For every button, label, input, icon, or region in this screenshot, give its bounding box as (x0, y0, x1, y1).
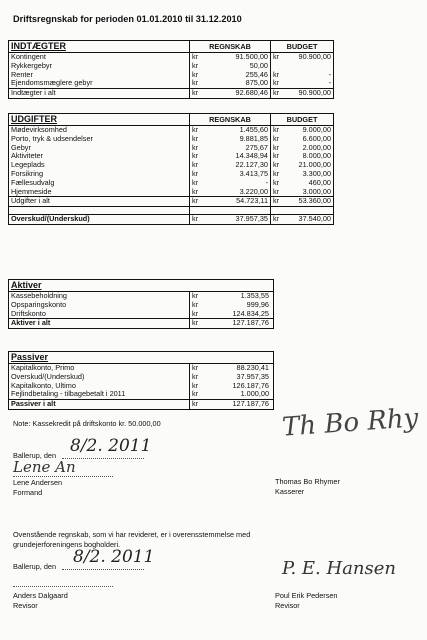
row-label: Kassebeholdning (9, 292, 190, 301)
budget-value: - (328, 70, 331, 79)
assets-header: Aktiver (11, 280, 42, 290)
regnskab-value: 275,67 (204, 144, 271, 153)
assets-table (8, 279, 274, 329)
currency-label: kr (192, 53, 199, 61)
table-row (9, 364, 273, 373)
currency-label: kr (273, 53, 280, 61)
budget-value: 90.900,00 (298, 53, 331, 61)
row-label: Mødevirksomhed (9, 126, 190, 135)
liability-value: 88.230,41 (236, 364, 269, 372)
table-row (9, 144, 333, 153)
handwritten-date-1: 8/2. 2011 (70, 436, 152, 456)
formand-role: Formand (13, 488, 43, 497)
table-row (9, 135, 333, 144)
row-label: Kapitalkonto, Primo (9, 364, 190, 373)
table-row (9, 292, 273, 301)
budget-value: 21.000,00 (298, 161, 331, 170)
budget-total: 53.360,00 (298, 197, 331, 206)
revisor-2-name: Poul Erik Pedersen (275, 591, 338, 600)
row-label: Driftskonto (9, 310, 190, 319)
revisor-1-role: Revisor (13, 601, 38, 610)
budget-value: - (328, 79, 331, 88)
budget-value: 6.600,00 (302, 134, 331, 143)
currency-label: kr (192, 381, 199, 390)
total-row (9, 196, 333, 206)
asset-value: 999,96 (246, 300, 269, 309)
total-row (9, 318, 273, 328)
regnskab-result: 37.957,35 (204, 215, 271, 224)
empty-cell (190, 207, 204, 214)
currency-label: kr (273, 70, 280, 79)
currency-label: kr (192, 79, 199, 88)
empty-cell (204, 207, 271, 214)
row-label: Porto, tryk & udsendelser (9, 135, 190, 144)
liability-total: 127.187,76 (232, 400, 269, 409)
row-label: Indtægter i alt (9, 89, 190, 98)
currency-label: kr (273, 79, 280, 88)
liability-value: 1.000,00 (240, 390, 269, 399)
currency-label: kr (273, 197, 280, 206)
footnote: Note: Kassekredit på driftskonto kr. 50.000,00 (13, 419, 161, 428)
signature-kasserer: Th Bo Rhy (281, 403, 420, 443)
budget-value: 2.000,00 (302, 143, 331, 152)
liability-value: 126.187,76 (232, 381, 269, 390)
income-header-row (9, 41, 333, 53)
regnskab-value: 3.413,75 (204, 170, 271, 179)
table-row (9, 179, 333, 188)
row-label: Overskud/(Underskud) (9, 373, 190, 382)
currency-label: kr (192, 364, 199, 372)
budget-result: 37.540,00 (298, 215, 331, 224)
regnskab-value: 9.881,85 (204, 135, 271, 144)
currency-label: kr (192, 178, 199, 187)
currency-label: kr (192, 134, 199, 143)
assets-header-row (9, 280, 273, 292)
budget-value: 460,00 (308, 178, 331, 187)
regnskab-total: 54.723,11 (204, 197, 271, 206)
liabilities-header-row (9, 352, 273, 364)
currency-label: kr (192, 319, 199, 328)
currency-label: kr (192, 70, 199, 79)
row-label: Udgifter i alt (9, 197, 190, 206)
budget-value: 3.000,00 (302, 187, 331, 196)
table-row (9, 373, 273, 382)
table-row (9, 390, 273, 399)
total-row (9, 88, 333, 98)
expenses-header-row (9, 114, 333, 126)
currency-label: kr (192, 187, 199, 196)
currency-label: kr (192, 400, 199, 409)
asset-value: 1.353,55 (240, 292, 269, 300)
regnskab-value: 91.500,00 (204, 53, 271, 62)
table-row (9, 126, 333, 135)
regnskab-value: 255,46 (204, 71, 271, 80)
budget-total: 90.900,00 (298, 89, 331, 98)
row-label: Kontingent (9, 53, 190, 62)
place-date-2: Ballerup, den (13, 562, 57, 571)
signature-revisor-2: P. E. Hansen (282, 558, 396, 579)
liability-value: 37.957,35 (236, 372, 269, 381)
regnskab-value: 50,00 (204, 62, 271, 71)
row-label: Gebyr (9, 144, 190, 153)
table-row (9, 53, 333, 62)
income-col-budget: BUDGET (286, 42, 318, 51)
currency-label: kr (192, 152, 199, 161)
row-label: Rykkergebyr (9, 62, 190, 71)
currency-label: kr (192, 61, 199, 70)
revisor-2-role: Revisor (275, 601, 300, 610)
asset-value: 124.834,25 (232, 309, 269, 318)
budget-value: 8.000,00 (302, 152, 331, 161)
spacer-row (9, 206, 333, 214)
row-label: Overskud/(Underskud) (9, 215, 190, 224)
handwritten-date-2: 8/2. 2011 (73, 547, 155, 567)
currency-label: kr (273, 126, 280, 134)
result-row (9, 214, 333, 224)
income-header: INDTÆGTER (9, 41, 190, 52)
row-label: Legeplads (9, 161, 190, 170)
currency-label: kr (192, 197, 199, 206)
budget-value (285, 62, 333, 71)
currency-label: kr (273, 161, 280, 170)
empty-cell (271, 207, 285, 214)
budget-value: 9.000,00 (302, 126, 331, 134)
regnskab-value: 3.220,00 (204, 188, 271, 197)
currency-label: kr (192, 161, 199, 170)
formand-name: Lene Andersen (13, 478, 63, 487)
currency-label: kr (192, 390, 199, 399)
table-row (9, 71, 333, 80)
currency-label: kr (273, 187, 280, 196)
row-label: Passiver i alt (9, 400, 190, 409)
income-col-regnskab: REGNSKAB (190, 41, 271, 52)
revisor-1-name: Anders Dalgaard (13, 591, 68, 600)
row-label: Aktiver i alt (9, 319, 190, 328)
row-label: Renter (9, 71, 190, 80)
row-label: Fællesudvalg (9, 179, 190, 188)
expenses-table (8, 113, 334, 225)
row-label: Fejlindbetaling - tilbagebetalt i 2011 (9, 390, 190, 399)
audit-statement: Ovenstående regnskab, som vi har revideret, er i overensstemmelse med grundejerforeningens bogholderi. (13, 530, 251, 549)
regnskab-value: 22.127,30 (204, 161, 271, 170)
signature-line-revisor-1 (13, 586, 113, 587)
table-row (9, 79, 333, 88)
regnskab-value: 875,00 (204, 79, 271, 88)
kasserer-role: Kasserer (275, 487, 305, 496)
date-line-2 (62, 569, 144, 570)
currency-label: kr (192, 292, 199, 300)
page-title: Driftsregnskab for perioden 01.01.2010 til 31.12.2010 (13, 14, 242, 24)
table-row (9, 62, 333, 71)
table-row (9, 188, 333, 197)
currency-label: kr (192, 309, 199, 318)
currency-label: kr (192, 126, 199, 134)
row-label: Ejendomsmæglere gebyr (9, 79, 190, 88)
table-row (9, 301, 273, 310)
regnskab-value: - (204, 179, 271, 188)
place-date-1: Ballerup, den (13, 451, 57, 460)
regnskab-value: 1.455,60 (204, 126, 271, 135)
currency-label: kr (273, 152, 280, 161)
signature-formand: Lene An (13, 458, 76, 476)
liabilities-header: Passiver (11, 352, 49, 362)
currency-label: kr (273, 134, 280, 143)
table-row (9, 310, 273, 319)
expenses-header: UDGIFTER (9, 114, 190, 125)
row-label: Forsikring (9, 170, 190, 179)
currency-label: kr (273, 178, 280, 187)
currency-label: kr (192, 143, 199, 152)
regnskab-total: 92.680,46 (204, 89, 271, 98)
liabilities-table (8, 351, 274, 410)
currency-label: kr (192, 89, 199, 98)
table-row (9, 161, 333, 170)
empty-cell (271, 62, 285, 71)
expenses-col-budget: BUDGET (286, 115, 318, 124)
currency-label: kr (192, 215, 199, 224)
empty-cell (9, 207, 190, 214)
regnskab-value: 14.348,94 (204, 152, 271, 161)
total-row (9, 399, 273, 409)
currency-label: kr (192, 372, 199, 381)
income-table (8, 40, 334, 99)
currency-label: kr (273, 143, 280, 152)
asset-total: 127.187,76 (232, 319, 269, 328)
row-label: Kapitalkonto, Ultimo (9, 382, 190, 391)
kasserer-name: Thomas Bo Rhymer (275, 477, 340, 486)
currency-label: kr (192, 300, 199, 309)
row-label: Opsparingskonto (9, 301, 190, 310)
row-label: Aktiviteter (9, 152, 190, 161)
row-label: Hjemmeside (9, 188, 190, 197)
expenses-col-regnskab: REGNSKAB (190, 114, 271, 125)
table-row (9, 152, 333, 161)
currency-label: kr (273, 89, 280, 98)
currency-label: kr (273, 169, 280, 178)
currency-label: kr (192, 169, 199, 178)
signature-line-formand (13, 476, 113, 477)
table-row (9, 170, 333, 179)
budget-value: 3.300,00 (302, 169, 331, 178)
table-row (9, 382, 273, 391)
currency-label: kr (273, 215, 280, 224)
empty-cell (285, 207, 333, 214)
